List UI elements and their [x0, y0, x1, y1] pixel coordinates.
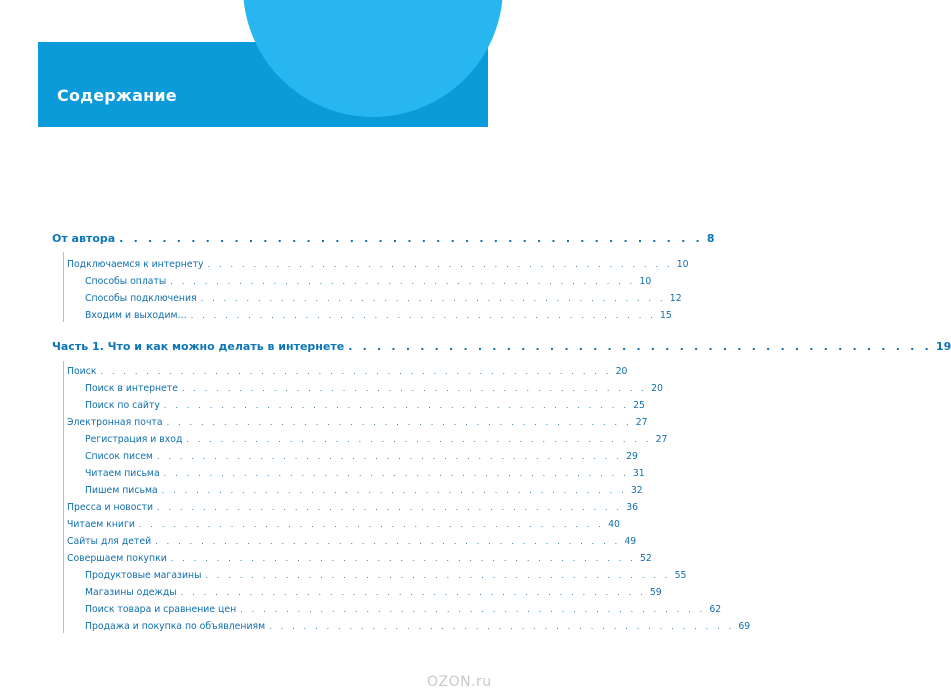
toc-leader-dots: . . . . . . . . . . . . . . . . . . . . . . . . . . . . . . . . . . . . . . . . .: [207, 260, 673, 269]
toc-entry-page: 15: [659, 310, 672, 321]
toc-entry-page: 20: [651, 383, 663, 394]
toc-entry-email[interactable]: [67, 417, 648, 428]
toc-entry-part1[interactable]: [52, 340, 951, 353]
toc-entry-page: 36: [626, 502, 639, 513]
toc-entry-page: 10: [676, 259, 689, 270]
toc-leader-dots: . . . . . . . . . . . . . . . . . . . . . . . . . . . . . . . . . . . . . . . . .: [119, 232, 703, 245]
toc-entry-label: Способы оплаты: [85, 276, 167, 287]
toc-entry-page: 32: [630, 485, 643, 496]
toc-entry-label: Сайты для детей: [67, 536, 152, 547]
toc-leader-dots: . . . . . . . . . . . . . . . . . . . . . . . . . . . . . . . . . . . . . . . . .: [163, 401, 630, 410]
toc-entry-page: 52: [639, 553, 652, 564]
toc-leader-dots: . . . . . . . . . . . . . . . . . . . . . . . . . . . . . . . . . . . . . . . . .: [240, 605, 706, 614]
toc-entry-label: Пресса и новости: [67, 502, 153, 513]
toc-entry-page: 49: [624, 536, 637, 547]
toc-leader-dots: . . . . . . . . . . . . . . . . . . . . . . . . . . . . . . . . . . . . . . . . .: [269, 622, 735, 631]
toc-entry-login-logout[interactable]: [85, 310, 672, 321]
toc-entry-page: 29: [626, 451, 638, 462]
toc-entry-label: Список писем: [85, 451, 153, 462]
toc-entry-page: 55: [674, 570, 687, 581]
toc-entry-label: Продуктовые магазины: [85, 570, 202, 581]
toc-entry-label: Поиск в интернете: [85, 383, 178, 394]
toc-entry-search-site[interactable]: [85, 400, 645, 411]
toc-entry-connection-methods[interactable]: [85, 293, 682, 304]
toc-entry-label: Входим и выходим…: [85, 310, 187, 321]
toc-entry-read-books[interactable]: [67, 519, 620, 530]
header-decorative-circle: [243, 0, 503, 117]
toc-leader-dots: . . . . . . . . . . . . . . . . . . . . . . . . . . . . . . . . . . . . . . . . .: [190, 311, 656, 320]
toc-entry-page: 40: [608, 519, 620, 530]
toc-entry-label: Поиск: [67, 366, 97, 377]
toc-entry-label: Подключаемся к интернету: [67, 259, 204, 270]
toc-entry-grocery[interactable]: [85, 570, 687, 581]
toc-entry-label: Совершаем покупки: [67, 553, 167, 564]
toc-entry-page: 8: [706, 232, 715, 245]
toc-entry-letters-list[interactable]: [85, 451, 638, 462]
toc-entry-page: 62: [709, 604, 722, 615]
toc-leader-dots: . . . . . . . . . . . . . . . . . . . . . . . . . . . . . . . . . . . . . . . . .: [348, 340, 932, 353]
toc-leader-dots: . . . . . . . . . . . . . . . . . . . . . . . . . . . . . . . . . . . . . . . . .: [138, 520, 605, 529]
toc-entry-search[interactable]: [67, 366, 628, 377]
toc-entry-clothes[interactable]: [85, 587, 662, 598]
toc-entry-label: Пишем письма: [85, 485, 158, 496]
toc-leader-dots: . . . . . . . . . . . . . . . . . . . . . . . . . . . . . . . . . . . . . . . . .: [157, 503, 623, 512]
toc-entry-label: Способы подключения: [85, 293, 197, 304]
toc-left-rule: [63, 252, 64, 322]
toc-entry-label: Электронная почта: [67, 417, 163, 428]
toc-entry-search-internet[interactable]: [85, 383, 663, 394]
toc-entry-connect[interactable]: [67, 259, 689, 270]
toc-entry-page: 20: [615, 366, 628, 377]
toc-left-rule: [63, 361, 64, 633]
toc-entry-page: 27: [655, 434, 668, 445]
toc-entry-read-letters[interactable]: [85, 468, 645, 479]
toc-entry-label: Поиск по сайту: [85, 400, 160, 411]
toc-entry-page: 31: [632, 468, 645, 479]
toc-entry-kids-sites[interactable]: [67, 536, 637, 547]
page-title: Содержание: [57, 86, 177, 105]
toc-leader-dots: . . . . . . . . . . . . . . . . . . . . . . . . . . . . . . . . . . . . . . . . .: [166, 418, 632, 427]
toc-leader-dots: . . . . . . . . . . . . . . . . . . . . . . . . . . . . . . . . . . . . . . . . .: [180, 588, 646, 597]
ozon-watermark: OZON.ru: [427, 674, 492, 690]
toc-leader-dots: . . . . . . . . . . . . . . . . . . . . . . . . . . . . . . . . . . . . . . . . .: [170, 277, 636, 286]
toc-entry-page: 69: [738, 621, 751, 632]
toc-entry-page: 25: [633, 400, 645, 411]
toc-entry-payment[interactable]: [85, 276, 652, 287]
toc-entry-label: Поиск товара и сравнение цен: [85, 604, 237, 615]
toc-entry-compare-prices[interactable]: [85, 604, 722, 615]
toc-entry-label: От автора: [52, 232, 116, 245]
toc-leader-dots: . . . . . . . . . . . . . . . . . . . . . . . . . . . . . . . . . . . . . . . . .: [181, 384, 648, 393]
toc-leader-dots: . . . . . . . . . . . . . . . . . . . . . . . . . . . . . . . . . . . . . . . . .: [161, 486, 627, 495]
toc-entry-label: Регистрация и вход: [85, 434, 183, 445]
toc-entry-registration[interactable]: [85, 434, 668, 445]
toc-leader-dots: . . . . . . . . . . . . . . . . . . . . . . . . . . . . . . . . . . . . . . . . .: [205, 571, 671, 580]
toc-entry-label: Часть 1. Что и как можно делать в интернете: [52, 340, 345, 353]
toc-entry-page: 12: [669, 293, 682, 304]
toc-leader-dots: . . . . . . . . . . . . . . . . . . . . . . . . . . . . . . . . . . . . . . . . .: [163, 469, 629, 478]
toc-entry-page: 19: [935, 340, 951, 353]
toc-entry-page: 59: [649, 587, 662, 598]
toc-leader-dots: . . . . . . . . . . . . . . . . . . . . . . . . . . . . . . . . . . . . . . . . .: [200, 294, 666, 303]
toc-entry-write-letters[interactable]: [85, 485, 643, 496]
toc-entry-label: Магазины одежды: [85, 587, 177, 598]
chapter-header-band: [38, 42, 488, 127]
toc-leader-dots: . . . . . . . . . . . . . . . . . . . . . . . . . . . . . . . . . . . . . . . . .: [186, 435, 652, 444]
toc-entry-label: Продажа и покупка по объявлениям: [85, 621, 266, 632]
toc-leader-dots: . . . . . . . . . . . . . . . . . . . . . . . . . . . . . . . . . . . . . . . . . . . . .: [100, 367, 612, 376]
toc-leader-dots: . . . . . . . . . . . . . . . . . . . . . . . . . . . . . . . . . . . . . . . . .: [155, 537, 621, 546]
toc-entry-classifieds[interactable]: [85, 621, 751, 632]
toc-entry-press-news[interactable]: [67, 502, 639, 513]
toc-entry-label: Читаем письма: [85, 468, 160, 479]
toc-leader-dots: . . . . . . . . . . . . . . . . . . . . . . . . . . . . . . . . . . . . . . . . .: [170, 554, 636, 563]
toc-entry-shopping[interactable]: [67, 553, 652, 564]
toc-entry-label: Читаем книги: [67, 519, 135, 530]
toc-entry-from-author[interactable]: [52, 232, 715, 245]
toc-entry-page: 10: [639, 276, 652, 287]
toc-leader-dots: . . . . . . . . . . . . . . . . . . . . . . . . . . . . . . . . . . . . . . . . .: [156, 452, 623, 461]
toc-entry-page: 27: [635, 417, 648, 428]
